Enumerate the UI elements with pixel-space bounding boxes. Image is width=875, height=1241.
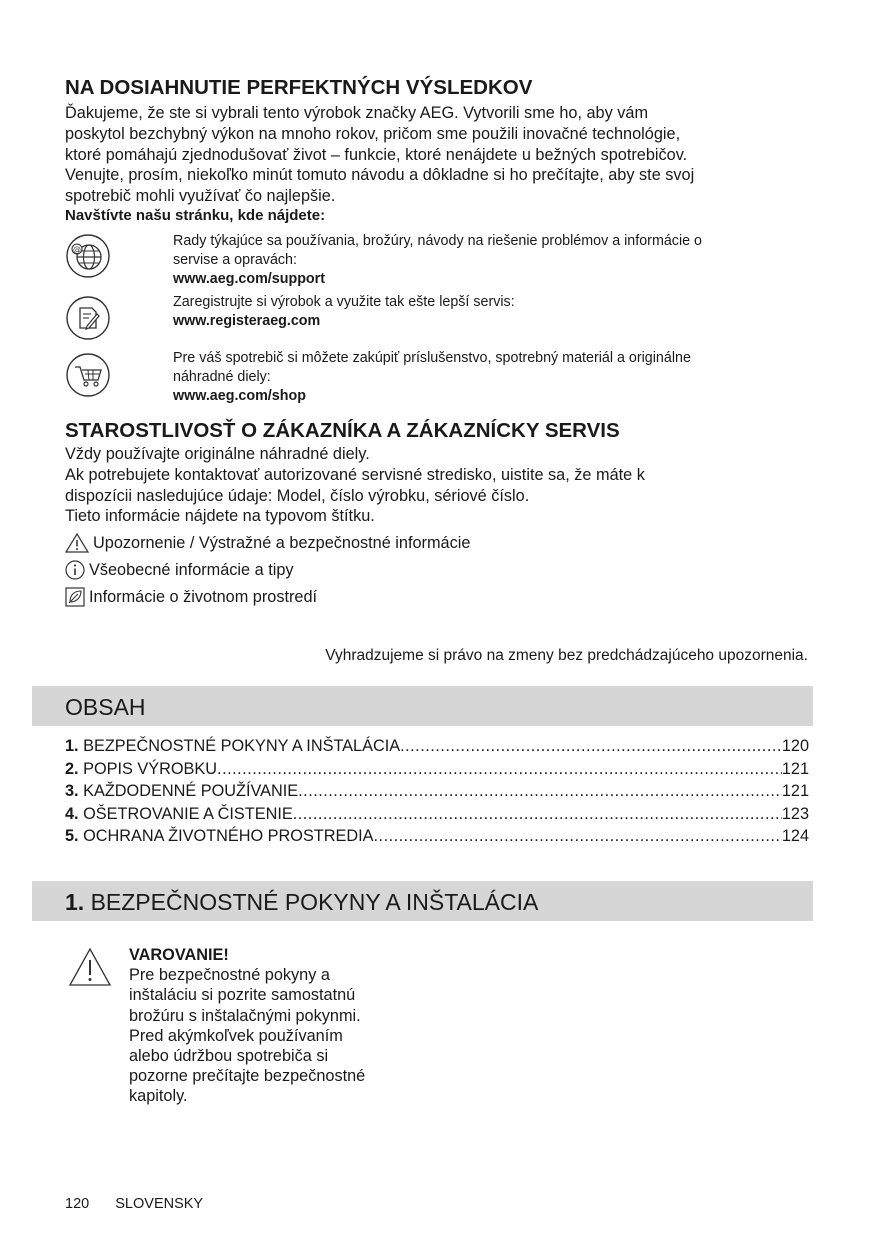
toc-title: OBSAH xyxy=(65,694,146,720)
toc-item-number: 1. xyxy=(65,737,79,755)
care-body xyxy=(65,444,645,527)
toc-item[interactable] xyxy=(65,737,809,760)
page-number: 120 xyxy=(65,1196,90,1212)
intro-line: ktoré pomáhajú zjednodušovať život – funkcie, ktoré nenájdete u bežných spotrebičov. xyxy=(65,145,688,164)
shop-link[interactable]: www.aeg.com/shop xyxy=(173,388,306,404)
toc-item-label: POPIS VÝROBKU xyxy=(83,759,218,778)
toc-leader xyxy=(374,827,782,846)
care-line: Vždy používajte originálne náhradné diely. xyxy=(65,445,370,463)
register-icon xyxy=(65,295,111,341)
toc-item-page: 123 xyxy=(781,804,809,823)
care-line: Ak potrebujete kontaktovať autorizované servisné stredisko, uistite sa, že máte k xyxy=(65,465,645,484)
visit-label: Navštívte našu stránku, kde nájdete: xyxy=(65,207,326,224)
warning-triangle-icon xyxy=(68,947,112,987)
care-title: STAROSTLIVOSŤ O ZÁKAZNÍKA A ZÁKAZNÍCKY SERVIS xyxy=(65,419,620,442)
toc-item[interactable] xyxy=(65,805,809,828)
toc-leader xyxy=(293,805,782,824)
toc-leader xyxy=(217,760,782,779)
toc-list xyxy=(65,737,809,850)
info-icon xyxy=(65,560,85,580)
warning-line: kapitoly. xyxy=(129,1087,188,1106)
globe-icon xyxy=(65,233,111,279)
warning-line: pozorne prečítajte bezpečnostné xyxy=(129,1067,366,1086)
link-line: Zaregistrujte si výrobok a využite tak ešte lepší servis: xyxy=(173,294,515,310)
link-shop-text xyxy=(173,349,691,406)
care-line: Tieto informácie nájdete na typovom štítku. xyxy=(65,507,375,526)
support-link[interactable]: www.aeg.com/support xyxy=(173,271,325,287)
legend-warning xyxy=(65,533,470,553)
svg-text:@: @ xyxy=(73,245,81,254)
toc-item-number: 5. xyxy=(65,827,79,845)
toc-item-label: OCHRANA ŽIVOTNÉHO PROSTREDIA xyxy=(83,827,374,845)
section1-number: 1. xyxy=(65,889,85,915)
toc-item[interactable] xyxy=(65,760,809,783)
link-line: Pre váš spotrebič si môžete zakúpiť príslušenstvo, spotrebný materiál a originálne xyxy=(173,350,691,366)
warning-line: brožúru s inštalačnými pokynmi. xyxy=(129,1006,361,1025)
warning-line: Pre bezpečnostné pokyny a xyxy=(129,966,330,985)
intro-body xyxy=(65,103,694,207)
disclaimer: Vyhradzujeme si právo na zmeny bez predchádzajúceho upozornenia. xyxy=(325,647,808,664)
intro-line: Venujte, prosím, niekoľko minút tomuto návodu a dôkladne si ho prečítajte, aby ste svoj xyxy=(65,166,695,185)
toc-leader xyxy=(298,782,782,801)
leaf-icon xyxy=(65,587,85,607)
warning-line: Pred akýmkoľvek používaním xyxy=(129,1026,343,1045)
link-register-text xyxy=(173,293,515,331)
link-line: Rady týkajúce sa používania, brožúry, návody na riešenie problémov a informácie o xyxy=(173,233,702,249)
section1-title xyxy=(65,889,538,916)
toc-item-label: KAŽDODENNÉ POUŽÍVANIE xyxy=(83,782,299,800)
legend-info xyxy=(65,560,294,580)
warning-triangle-icon xyxy=(65,533,89,553)
toc-item-label: OŠETROVANIE A ČISTENIE xyxy=(83,804,293,823)
toc-item-page: 120 xyxy=(781,737,809,755)
toc-item-page: 121 xyxy=(781,782,809,800)
toc-item-number: 2. xyxy=(65,759,79,778)
toc-leader xyxy=(400,737,782,756)
toc-item-page: 124 xyxy=(781,827,809,845)
footer xyxy=(65,1196,203,1212)
legend-warning-text: Upozornenie / Výstražné a bezpečnostné informácie xyxy=(93,533,471,552)
warning-line: inštaláciu si pozrite samostatnú xyxy=(129,986,356,1005)
toc-header-bar xyxy=(32,686,813,726)
cart-icon xyxy=(65,352,111,398)
toc-item-page: 121 xyxy=(781,759,809,778)
intro-line: Ďakujeme, že ste si vybrali tento výrobok značky AEG. Vytvorili sme ho, aby vám xyxy=(65,104,649,122)
link-support-text xyxy=(173,232,702,289)
legend-environment xyxy=(65,587,317,607)
toc-item-label: BEZPEČNOSTNÉ POKYNY A INŠTALÁCIA xyxy=(83,737,401,755)
warning-block xyxy=(129,945,365,1107)
link-line: náhradné diely: xyxy=(173,369,271,385)
toc-item-number: 3. xyxy=(65,782,79,800)
intro-line: poskytol bezchybný výkon na mnoho rokov, pričom sme použili inovačné technológie, xyxy=(65,124,681,143)
intro-title: NA DOSIAHNUTIE PERFEKTNÝCH VÝSLEDKOV xyxy=(65,76,533,99)
section1-header-bar xyxy=(32,881,813,921)
toc-item[interactable] xyxy=(65,782,809,805)
toc-item-number: 4. xyxy=(65,804,79,823)
legend-environment-text: Informácie o životnom prostredí xyxy=(89,587,318,606)
toc-item[interactable] xyxy=(65,827,809,850)
care-line: dispozícii nasledujúce údaje: Model, číslo výrobku, sériové číslo. xyxy=(65,486,530,505)
register-link[interactable]: www.registeraeg.com xyxy=(173,313,321,329)
link-line: servise a opravách: xyxy=(173,252,297,268)
section1-title-text: BEZPEČNOSTNÉ POKYNY A INŠTALÁCIA xyxy=(90,889,539,915)
legend-info-text: Všeobecné informácie a tipy xyxy=(89,560,294,579)
intro-line: spotrebič mohli využívať čo najlepšie. xyxy=(65,187,336,206)
footer-language: SLOVENSKY xyxy=(115,1196,204,1212)
warning-heading: VAROVANIE! xyxy=(129,946,229,964)
warning-line: alebo údržbou spotrebiča si xyxy=(129,1047,329,1066)
